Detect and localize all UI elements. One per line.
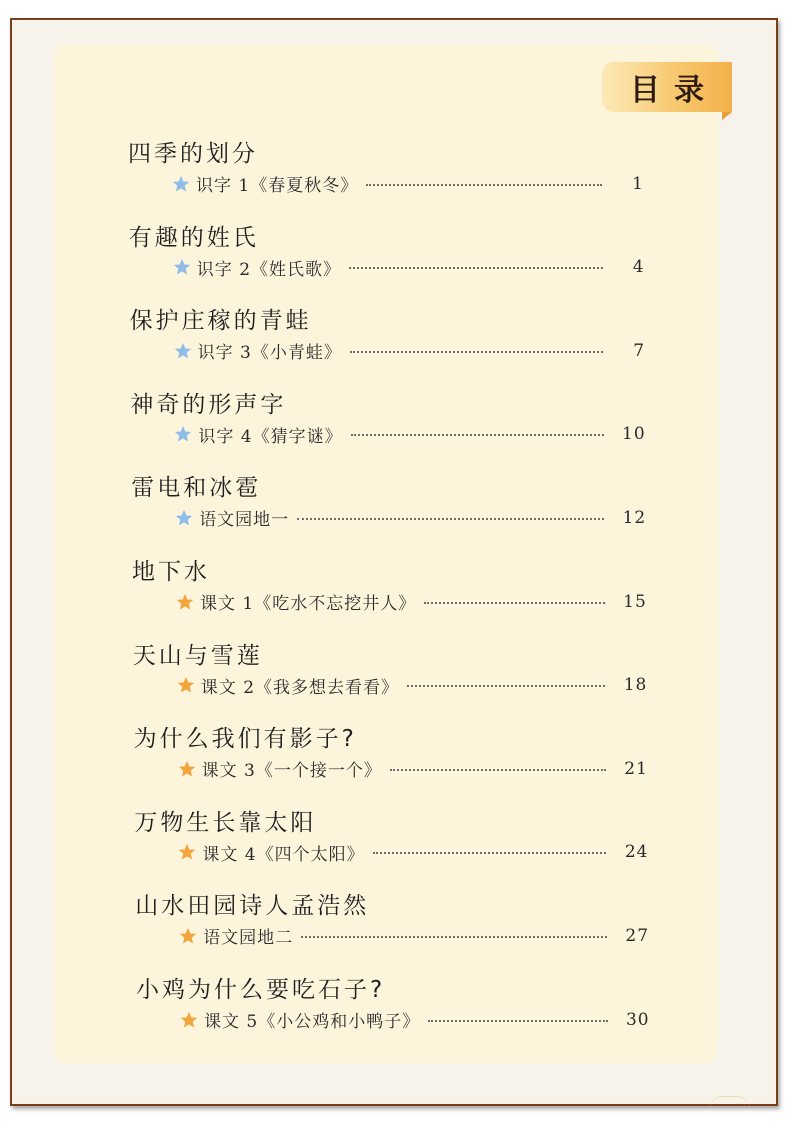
entry-label: 课文 5《小公鸡和小鸭子》 xyxy=(204,1012,421,1032)
toc-entry[interactable] xyxy=(180,1007,650,1032)
page-number: 1 xyxy=(632,173,644,194)
toc-entry[interactable] xyxy=(178,840,648,865)
page-number: 30 xyxy=(625,1009,650,1030)
page-number: 7 xyxy=(633,340,646,361)
page-number: 18 xyxy=(623,675,648,696)
dotted-leader xyxy=(349,267,603,269)
dotted-leader xyxy=(407,685,605,687)
title-tab xyxy=(602,62,732,112)
star-icon xyxy=(173,258,191,276)
unit-title: 有趣的姓氏 xyxy=(128,224,259,251)
unit-title: 雷电和冰雹 xyxy=(131,475,262,502)
star-icon xyxy=(175,509,193,527)
toc-entry[interactable] xyxy=(179,923,649,948)
page-title: 目录 xyxy=(630,73,718,108)
star-icon xyxy=(177,676,195,694)
star-icon xyxy=(172,175,190,193)
toc-entry[interactable] xyxy=(176,589,647,614)
star-icon xyxy=(178,843,196,861)
page-number: 24 xyxy=(624,842,649,863)
unit-title: 天山与雪莲 xyxy=(132,642,263,669)
entry-label: 课文 1《吃水不忘挖井人》 xyxy=(200,594,417,614)
star-icon xyxy=(180,1011,198,1029)
star-icon xyxy=(179,927,197,945)
page-number: 10 xyxy=(622,424,646,445)
page-number: 21 xyxy=(624,758,648,779)
page-number: 4 xyxy=(632,257,645,278)
toc-entry[interactable] xyxy=(174,422,645,447)
unit-title: 山水田园诗人孟浩然 xyxy=(135,893,370,920)
star-icon xyxy=(178,760,196,778)
toc-entry[interactable] xyxy=(175,505,646,530)
toc-entry[interactable] xyxy=(178,756,648,781)
toc-entry[interactable] xyxy=(172,171,644,196)
entry-label: 识字 3《小青蛙》 xyxy=(197,343,342,364)
unit-title: 为什么我们有影子? xyxy=(133,726,357,753)
dotted-leader xyxy=(350,351,603,353)
entry-label: 识字 2《姓氏歌》 xyxy=(196,259,342,280)
unit-title: 地下水 xyxy=(132,559,210,585)
entry-label: 课文 3《一个接一个》 xyxy=(201,761,382,782)
toc-entry[interactable] xyxy=(174,338,646,363)
entry-label: 识字 4《猜字谜》 xyxy=(198,426,343,447)
unit-title: 神奇的形声字 xyxy=(130,391,287,418)
page-number: 12 xyxy=(622,507,647,528)
dotted-leader xyxy=(390,769,606,771)
dotted-leader xyxy=(373,852,607,854)
entry-label: 课文 2《我多想去看看》 xyxy=(200,677,400,698)
entry-label: 课文 4《四个太阳》 xyxy=(202,844,365,865)
unit-title: 保护庄稼的青蛙 xyxy=(129,308,312,335)
unit-title: 万物生长靠太阳 xyxy=(134,809,317,836)
dotted-leader xyxy=(351,434,604,436)
page-number: 15 xyxy=(623,591,647,612)
page-number: 27 xyxy=(625,925,650,946)
corner-decoration xyxy=(710,1096,750,1109)
dotted-leader xyxy=(297,518,604,520)
entry-label: 语文园地一 xyxy=(199,510,290,531)
dotted-leader xyxy=(428,1020,607,1022)
unit-title: 四季的划分 xyxy=(128,141,258,167)
toc-entry[interactable] xyxy=(173,255,645,280)
star-icon xyxy=(174,342,192,360)
entry-label: 语文园地二 xyxy=(203,928,294,949)
dotted-leader xyxy=(366,184,602,186)
dotted-leader xyxy=(301,936,607,938)
star-icon xyxy=(174,425,192,443)
unit-title: 小鸡为什么要吃石子? xyxy=(136,977,386,1003)
dotted-leader xyxy=(424,602,605,604)
entry-label: 识字 1《春夏秋冬》 xyxy=(196,176,359,196)
toc-entry[interactable] xyxy=(177,673,648,698)
star-icon xyxy=(176,593,194,611)
